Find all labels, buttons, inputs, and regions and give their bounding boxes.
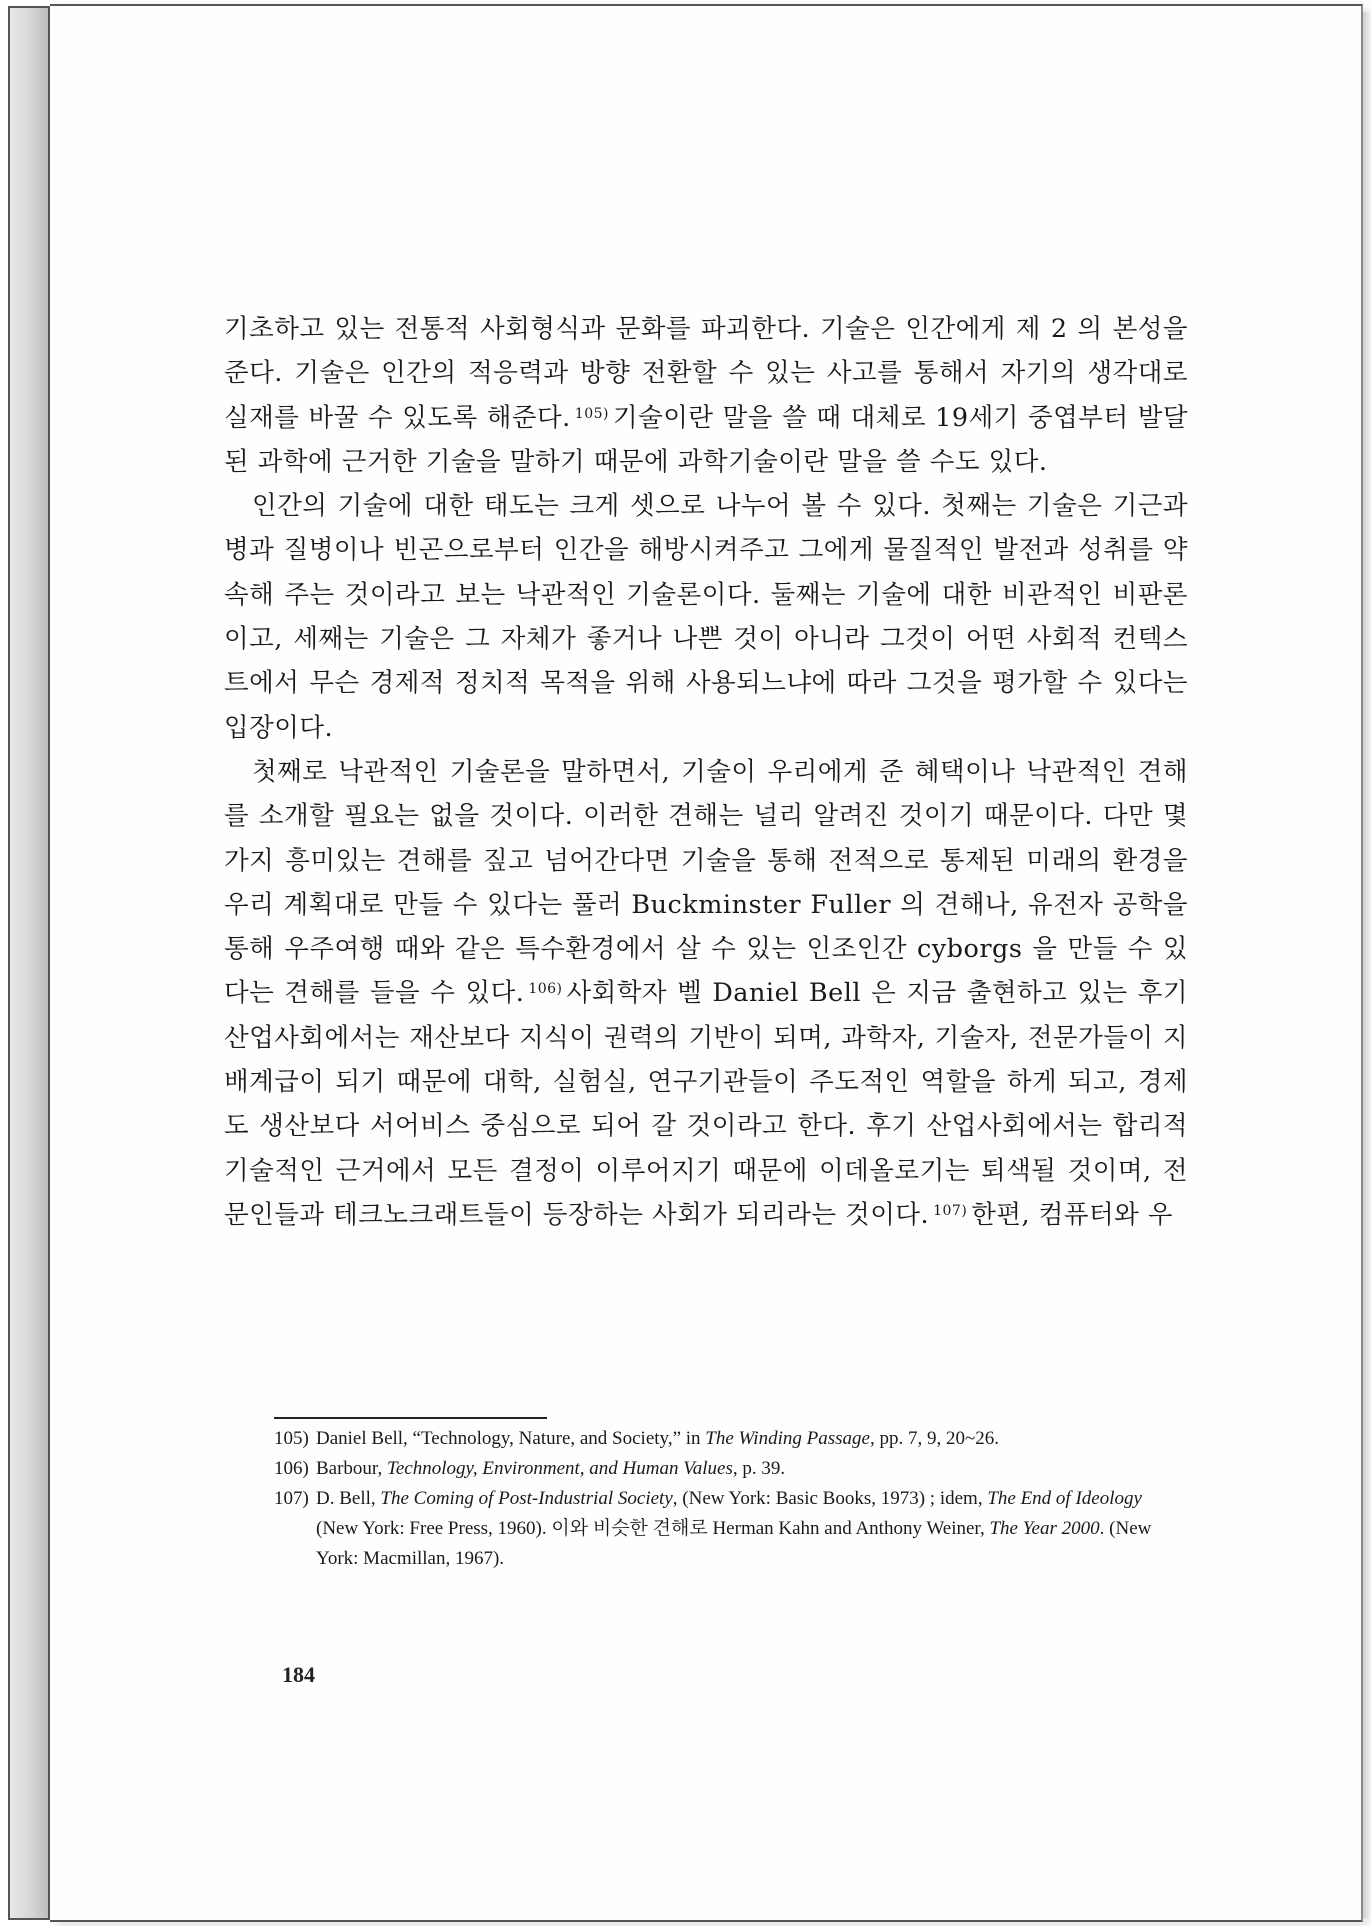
page-edge [1363, 12, 1371, 1918]
footnote-text: Daniel Bell, “Technology, Nature, and Society,” in [316, 1428, 706, 1449]
footnote-ref-107[interactable]: 107) [933, 1202, 968, 1219]
footnote-title: Technology, Environment, and Human Values [387, 1458, 733, 1479]
footnote-text: (New York: Free Press, 1960). 이와 비슷한 견해로 Herman Kahn and Anthony Weiner, [316, 1518, 990, 1539]
body-text [224, 307, 1188, 1237]
footnote-number: 105) [274, 1428, 309, 1449]
paragraph-3 [224, 750, 1188, 1237]
footnote-text: , pp. 7, 9, 20~26. [869, 1428, 999, 1449]
footnote-rule [274, 1417, 547, 1419]
footnote-text: D. Bell, [316, 1488, 381, 1509]
footnote-title: The Winding Passage [705, 1428, 870, 1449]
footnote-text: . (New York: Macmillan, 1967). [316, 1518, 1152, 1569]
paragraph-1-text-a: 기초하고 있는 전통적 사회형식과 문화를 파괴한다. 기술은 인간에게 제 2 의 본성을 준다. 기술은 인간의 적응력과 방향 전환할 수 있는 사고를 통해서 자기의 생각대로 실재를 바꿀 수 있도록 해준다. [224, 314, 1188, 433]
footnote-text: Barbour, [316, 1458, 387, 1479]
footnote-title: The End of Ideology [987, 1488, 1142, 1509]
footnote-105 [274, 1424, 1154, 1454]
footnote-title: The Coming of Post-Industrial Society [380, 1488, 673, 1509]
footnote-number: 106) [274, 1458, 309, 1479]
footnotes [274, 1424, 1154, 1574]
footnote-text: , (New York: Basic Books, 1973) ; idem, [672, 1488, 988, 1509]
footnote-ref-105[interactable]: 105) [574, 405, 609, 422]
paragraph-3-text-a: 첫째로 낙관적인 기술론을 말하면서, 기술이 우리에게 준 혜택이나 낙관적인 견해를 소개할 필요는 없을 것이다. 이러한 견해는 널리 알려진 것이기 때문이다. 다만 몇 가지 흥미있는 견해를 짚고 넘어간다면 기술을 통해 전적으로 통제된 미래의 환경을 우리 계획대로 만들 수 있다는 풀러 Buckminster Fuller 의 견해나, 유전자 공학을 통해 우주여행 때와 같은 특수환경에서 살 수 있는 인조인간 cyborgs 을 만들 수 있다는 견해를 들을 수 있다. [224, 756, 1188, 1009]
paragraph-2: 인간의 기술에 대한 태도는 크게 셋으로 나누어 볼 수 있다. 첫째는 기술은 기근과 병과 질병이나 빈곤으로부터 인간을 해방시켜주고 그에게 물질적인 발전과 성취를 약속해 주는 것이라고 보는 낙관적인 기술론이다. 둘째는 기술에 대한 비관적인 비판론이고, 세째는 기술은 그 자체가 좋거나 나쁜 것이 아니라 그것이 어떤 사회적 컨텍스트에서 무슨 경제적 정치적 목적을 위해 사용되느냐에 따라 그것을 평가할 수 있다는 입장이다. [224, 491, 1188, 743]
footnote-106 [274, 1454, 1154, 1484]
paragraph-1-text-b: 기술이란 말을 쓸 때 대체로 19세기 중엽부터 발달된 과학에 근거한 기술을 말하기 때문에 과학기술이란 말을 쓸 수도 있다. [224, 402, 1188, 477]
paragraph-3-text-c: 한편, 컴퓨터와 우 [971, 1199, 1174, 1230]
page-number: 184 [282, 1662, 315, 1687]
book-spine [8, 6, 50, 1920]
footnote-number: 107) [274, 1488, 309, 1509]
footnote-107 [274, 1484, 1154, 1574]
footnote-ref-106[interactable]: 106) [528, 981, 563, 998]
footnote-text: , p. 39. [732, 1458, 786, 1479]
paragraph-1 [224, 307, 1188, 484]
footnote-title: The Year 2000 [989, 1518, 1100, 1539]
paragraph-3-text-b: 사회학자 벨 Daniel Bell 은 지금 출현하고 있는 후기산업사회에서는 재산보다 지식이 권력의 기반이 되며, 과학자, 기술자, 전문가들이 지배계급이 되기 때문에 대학, 실험실, 연구기관들이 주도적인 역할을 하게 되고, 경제도 생산보다 서어비스 중심으로 되어 갈 것이라고 한다. 후기 산업사회에서는 합리적 기술적인 근거에서 모든 결정이 이루어지기 때문에 이데올로기는 퇴색될 것이며, 전문인들과 테크노크래트들이 등장하는 사회가 되리라는 것이다. [224, 978, 1188, 1230]
